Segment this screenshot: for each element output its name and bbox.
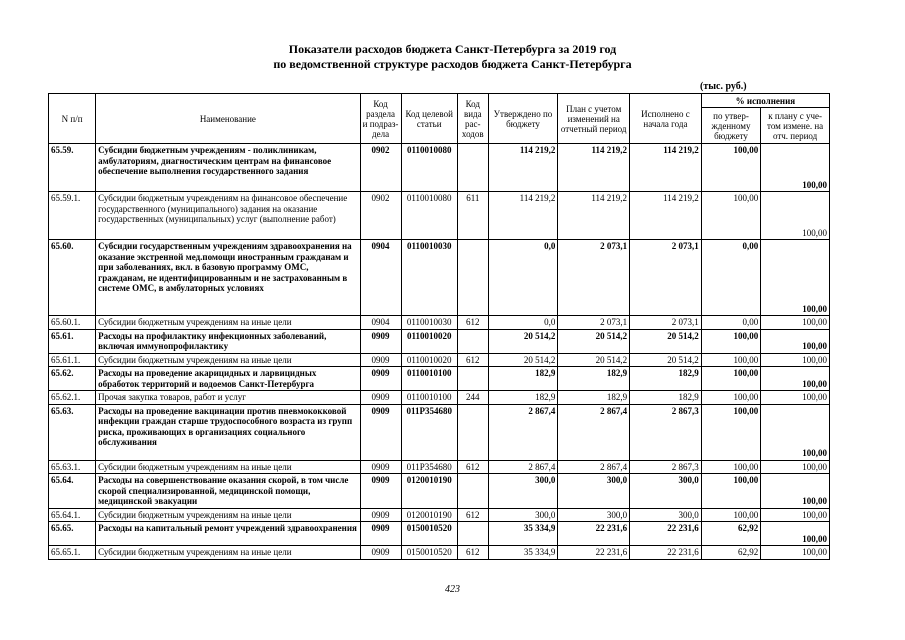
header-pct-plan: к плану с уче-том измене. на отч. период	[761, 108, 830, 144]
budget-table	[48, 93, 830, 560]
row-pct-plan: 100,00	[761, 240, 830, 316]
row-approved: 182,9	[488, 367, 558, 391]
row-executed: 114 219,2	[630, 192, 702, 240]
row-plan: 20 514,2	[558, 353, 630, 367]
row-statya: 0110010080	[401, 144, 457, 192]
row-razdel: 0909	[360, 367, 401, 391]
row-executed: 182,9	[630, 367, 702, 391]
row-statya: 0110010030	[401, 316, 457, 330]
row-approved: 35 334,9	[488, 522, 558, 546]
table-row	[49, 192, 830, 240]
row-number: 65.65.	[49, 522, 96, 546]
row-name: Расходы на профилактику инфекционных заболеваний, включая иммунопрофилактику	[96, 329, 360, 353]
table-row	[49, 522, 830, 546]
row-statya: 011P354680	[401, 460, 457, 474]
row-approved: 2 867,4	[488, 404, 558, 460]
title-line-2: по ведомственной структуре расходов бюджета Санкт-Петербурга	[273, 57, 632, 71]
header-razdel: Код раздела и подраз-дела	[360, 94, 401, 144]
table-row	[49, 546, 830, 560]
row-pct-plan: 100,00	[761, 474, 830, 509]
row-executed: 2 073,1	[630, 316, 702, 330]
row-pct-approved: 100,00	[701, 508, 760, 522]
row-vid	[457, 404, 488, 460]
row-statya: 0110010080	[401, 192, 457, 240]
row-pct-approved: 62,92	[701, 522, 760, 546]
row-pct-approved: 0,00	[701, 316, 760, 330]
row-name: Субсидии государственным учреждениям здравоохранения на оказание экстренной мед.помощи иностранным гражданам и при заболеваниях, вкл. в базовую программу ОМС, гражданам, не идентифицированным и не застрахованным в системе ОМС, в амбулаторных условиях	[96, 240, 360, 316]
row-executed: 22 231,6	[630, 546, 702, 560]
row-pct-approved: 100,00	[701, 391, 760, 405]
row-vid: 612	[457, 316, 488, 330]
row-approved: 35 334,9	[488, 546, 558, 560]
row-plan: 114 219,2	[558, 192, 630, 240]
row-number: 65.63.	[49, 404, 96, 460]
row-vid	[457, 367, 488, 391]
row-pct-approved: 100,00	[701, 144, 760, 192]
title-line-1: Показатели расходов бюджета Санкт-Петербурга за 2019 год	[288, 42, 617, 56]
table-row	[49, 474, 830, 509]
row-plan: 300,0	[558, 474, 630, 509]
row-pct-approved: 100,00	[701, 353, 760, 367]
row-razdel: 0904	[360, 316, 401, 330]
row-number: 65.59.	[49, 144, 96, 192]
row-plan: 2 867,4	[558, 404, 630, 460]
row-statya: 0120010190	[401, 508, 457, 522]
table-row	[49, 508, 830, 522]
row-razdel: 0909	[360, 546, 401, 560]
row-executed: 20 514,2	[630, 329, 702, 353]
row-name: Субсидии бюджетным учреждениям на иные цели	[96, 316, 360, 330]
row-executed: 2 867,3	[630, 460, 702, 474]
row-razdel: 0902	[360, 144, 401, 192]
row-name: Прочая закупка товаров, работ и услуг	[96, 391, 360, 405]
row-approved: 20 514,2	[488, 329, 558, 353]
page-number: 423	[445, 584, 460, 595]
row-vid	[457, 144, 488, 192]
header-utv: Утверждено по бюджету	[488, 94, 558, 144]
row-approved: 300,0	[488, 474, 558, 509]
row-approved: 182,9	[488, 391, 558, 405]
row-razdel: 0909	[360, 404, 401, 460]
row-plan: 22 231,6	[558, 522, 630, 546]
row-vid: 612	[457, 546, 488, 560]
row-number: 65.61.1.	[49, 353, 96, 367]
row-plan: 2 867,4	[558, 460, 630, 474]
row-name: Субсидии бюджетным учреждениям на иные цели	[96, 460, 360, 474]
header-vid: Код вида рас-ходов	[457, 94, 488, 144]
row-pct-plan: 100,00	[761, 316, 830, 330]
row-number: 65.65.1.	[49, 546, 96, 560]
row-pct-plan: 100,00	[761, 329, 830, 353]
row-pct-plan: 100,00	[761, 367, 830, 391]
table-row	[49, 367, 830, 391]
row-plan: 300,0	[558, 508, 630, 522]
row-statya: 0150010520	[401, 522, 457, 546]
row-executed: 2 073,1	[630, 240, 702, 316]
row-plan: 182,9	[558, 367, 630, 391]
row-approved: 114 219,2	[488, 144, 558, 192]
row-razdel: 0909	[360, 508, 401, 522]
row-statya: 0110010020	[401, 329, 457, 353]
row-executed: 22 231,6	[630, 522, 702, 546]
header-plan: План с учетом изменений на отчетный период	[558, 94, 630, 144]
row-vid: 612	[457, 460, 488, 474]
row-pct-approved: 100,00	[701, 367, 760, 391]
row-plan: 20 514,2	[558, 329, 630, 353]
row-razdel: 0904	[360, 240, 401, 316]
header-statya: Код целевой статьи	[401, 94, 457, 144]
row-number: 65.64.1.	[49, 508, 96, 522]
row-approved: 300,0	[488, 508, 558, 522]
row-number: 65.62.1.	[49, 391, 96, 405]
row-number: 65.62.	[49, 367, 96, 391]
table-row	[49, 144, 830, 192]
row-approved: 2 867,4	[488, 460, 558, 474]
row-executed: 300,0	[630, 474, 702, 509]
header-isp: Исполнено с начала года	[630, 94, 702, 144]
row-statya: 0110010100	[401, 367, 457, 391]
row-approved: 114 219,2	[488, 192, 558, 240]
row-razdel: 0909	[360, 329, 401, 353]
row-name: Субсидии бюджетным учреждениям на финансовое обеспечение государственного (муниципального) задания на оказание государственных (муниципальных) услуг (выполнение работ)	[96, 192, 360, 240]
row-vid: 611	[457, 192, 488, 240]
header-num: N п/п	[49, 94, 96, 144]
row-razdel: 0909	[360, 460, 401, 474]
row-pct-plan: 100,00	[761, 404, 830, 460]
row-name: Субсидии бюджетным учреждениям на иные цели	[96, 546, 360, 560]
row-pct-plan: 100,00	[761, 508, 830, 522]
row-vid	[457, 240, 488, 316]
row-approved: 20 514,2	[488, 353, 558, 367]
row-number: 65.63.1.	[49, 460, 96, 474]
row-razdel: 0909	[360, 474, 401, 509]
row-approved: 0,0	[488, 316, 558, 330]
row-executed: 2 867,3	[630, 404, 702, 460]
row-pct-plan: 100,00	[761, 460, 830, 474]
table-row	[49, 316, 830, 330]
row-name: Расходы на проведение вакцинации против пневмококковой инфекции граждан старше трудоспособного возраста из групп риска, проживающих в организациях социального обслуживания	[96, 404, 360, 460]
row-plan: 22 231,6	[558, 546, 630, 560]
row-executed: 182,9	[630, 391, 702, 405]
row-plan: 182,9	[558, 391, 630, 405]
row-razdel: 0909	[360, 391, 401, 405]
row-executed: 20 514,2	[630, 353, 702, 367]
header-pct-group: % исполнения	[701, 94, 829, 108]
table-body	[49, 144, 830, 560]
row-pct-approved: 100,00	[701, 404, 760, 460]
row-number: 65.59.1.	[49, 192, 96, 240]
table-row	[49, 329, 830, 353]
row-executed: 114 219,2	[630, 144, 702, 192]
row-vid	[457, 474, 488, 509]
row-number: 65.61.	[49, 329, 96, 353]
units-label: (тыс. руб.)	[700, 81, 747, 92]
row-name: Субсидии бюджетным учреждениям на иные цели	[96, 508, 360, 522]
table-row	[49, 391, 830, 405]
document-title	[0, 42, 905, 72]
row-pct-approved: 62,92	[701, 546, 760, 560]
row-plan: 2 073,1	[558, 316, 630, 330]
table-row	[49, 404, 830, 460]
row-name: Субсидии бюджетным учреждениям - поликлиникам, амбулаториям, диагностическим центрам на финансовое обеспечение выполнения государственного задания	[96, 144, 360, 192]
row-vid: 612	[457, 353, 488, 367]
row-pct-plan: 100,00	[761, 144, 830, 192]
row-number: 65.60.1.	[49, 316, 96, 330]
row-statya: 0120010190	[401, 474, 457, 509]
row-pct-approved: 100,00	[701, 474, 760, 509]
row-pct-plan: 100,00	[761, 192, 830, 240]
row-vid	[457, 522, 488, 546]
row-name: Расходы на проведение акарицидных и ларвицидных обработок территорий и водоемов Санкт-Петербурга	[96, 367, 360, 391]
row-statya: 0110010020	[401, 353, 457, 367]
row-vid	[457, 329, 488, 353]
row-pct-plan: 100,00	[761, 353, 830, 367]
row-pct-plan: 100,00	[761, 546, 830, 560]
row-vid: 244	[457, 391, 488, 405]
row-plan: 114 219,2	[558, 144, 630, 192]
header-pct-utv: по утвер-жденному бюджету	[701, 108, 760, 144]
row-pct-plan: 100,00	[761, 522, 830, 546]
row-statya: 0150010520	[401, 546, 457, 560]
table-row	[49, 240, 830, 316]
table-row	[49, 353, 830, 367]
row-pct-approved: 100,00	[701, 460, 760, 474]
header-name: Наименование	[96, 94, 360, 144]
row-razdel: 0902	[360, 192, 401, 240]
row-vid: 612	[457, 508, 488, 522]
row-number: 65.64.	[49, 474, 96, 509]
row-statya: 0110010100	[401, 391, 457, 405]
row-approved: 0,0	[488, 240, 558, 316]
row-statya: 0110010030	[401, 240, 457, 316]
row-statya: 011P354680	[401, 404, 457, 460]
row-number: 65.60.	[49, 240, 96, 316]
row-pct-approved: 0,00	[701, 240, 760, 316]
row-plan: 2 073,1	[558, 240, 630, 316]
row-name: Субсидии бюджетным учреждениям на иные цели	[96, 353, 360, 367]
row-razdel: 0909	[360, 353, 401, 367]
row-razdel: 0909	[360, 522, 401, 546]
row-name: Расходы на капитальный ремонт учреждений здравоохранения	[96, 522, 360, 546]
row-pct-approved: 100,00	[701, 192, 760, 240]
row-pct-approved: 100,00	[701, 329, 760, 353]
table-row	[49, 460, 830, 474]
row-pct-plan: 100,00	[761, 391, 830, 405]
row-name: Расходы на совершенствование оказания скорой, в том числе скорой специализированной, медицинской помощи, медицинской эвакуации	[96, 474, 360, 509]
row-executed: 300,0	[630, 508, 702, 522]
